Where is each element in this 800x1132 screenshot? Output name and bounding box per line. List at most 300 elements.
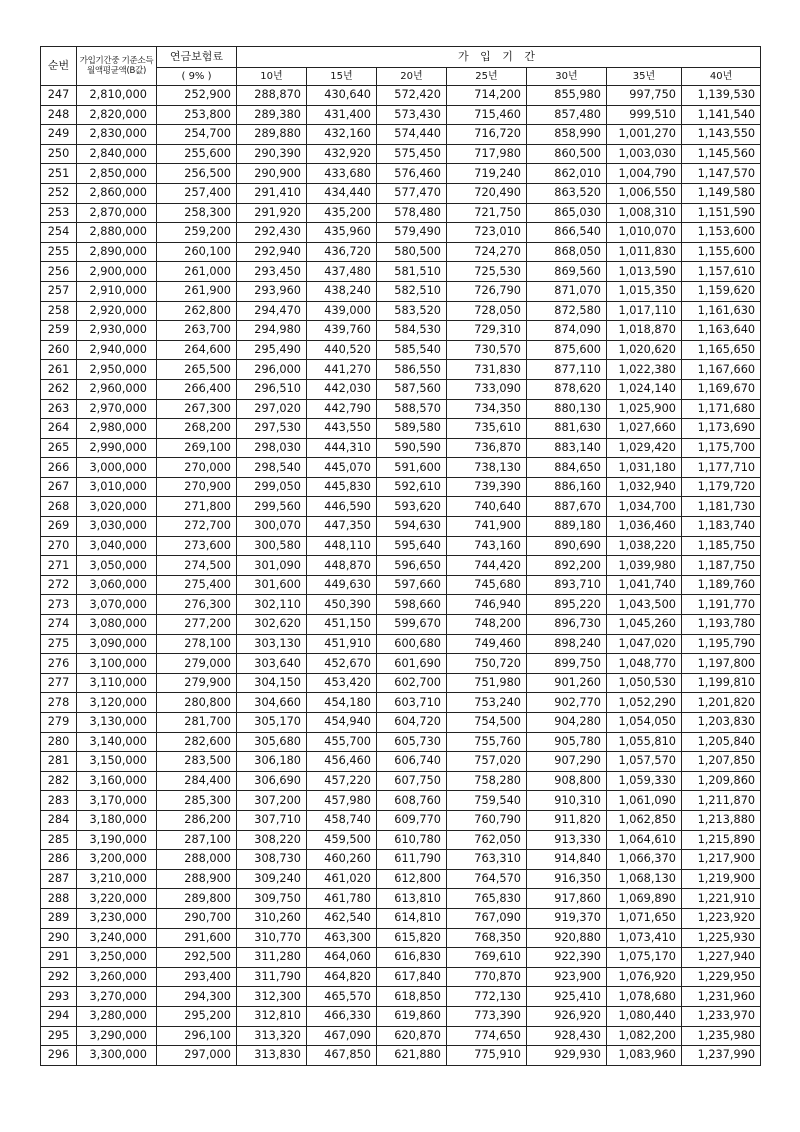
cell-35y: 1,024,140 (607, 379, 682, 399)
cell-35y: 1,061,090 (607, 791, 682, 811)
cell-25y: 728,050 (447, 301, 527, 321)
cell-premium: 284,400 (157, 771, 237, 791)
cell-25y: 734,350 (447, 399, 527, 419)
cell-no: 263 (41, 399, 77, 419)
cell-15y: 430,640 (307, 86, 377, 106)
cell-25y: 775,910 (447, 1046, 527, 1066)
table-row (41, 850, 761, 870)
cell-40y: 1,211,870 (682, 791, 761, 811)
cell-income: 3,070,000 (77, 595, 157, 615)
cell-15y: 451,150 (307, 615, 377, 635)
cell-20y: 609,770 (377, 810, 447, 830)
cell-10y: 294,470 (237, 301, 307, 321)
cell-15y: 451,910 (307, 634, 377, 654)
cell-15y: 460,260 (307, 850, 377, 870)
cell-35y: 1,055,810 (607, 732, 682, 752)
cell-premium: 255,600 (157, 144, 237, 164)
cell-income: 3,150,000 (77, 752, 157, 772)
cell-25y: 750,720 (447, 654, 527, 674)
pension-table-page (40, 46, 760, 1066)
cell-10y: 300,580 (237, 536, 307, 556)
cell-40y: 1,165,650 (682, 340, 761, 360)
cell-35y: 1,013,590 (607, 262, 682, 282)
cell-20y: 575,450 (377, 144, 447, 164)
table-row (41, 693, 761, 713)
cell-30y: 872,580 (527, 301, 607, 321)
cell-25y: 754,500 (447, 713, 527, 733)
cell-no: 250 (41, 144, 77, 164)
cell-20y: 589,580 (377, 419, 447, 439)
table-row (41, 477, 761, 497)
cell-premium: 253,800 (157, 105, 237, 125)
cell-premium: 291,600 (157, 928, 237, 948)
cell-15y: 461,020 (307, 869, 377, 889)
cell-25y: 716,720 (447, 125, 527, 145)
cell-income: 2,940,000 (77, 340, 157, 360)
cell-no: 252 (41, 183, 77, 203)
cell-premium: 258,300 (157, 203, 237, 223)
cell-premium: 268,200 (157, 419, 237, 439)
cell-35y: 1,048,770 (607, 654, 682, 674)
table-row (41, 615, 761, 635)
cell-40y: 1,235,980 (682, 1026, 761, 1046)
cell-30y: 884,650 (527, 458, 607, 478)
cell-20y: 594,630 (377, 517, 447, 537)
table-row (41, 713, 761, 733)
table-row (41, 869, 761, 889)
cell-30y: 857,480 (527, 105, 607, 125)
cell-35y: 1,027,660 (607, 419, 682, 439)
cell-income: 2,850,000 (77, 164, 157, 184)
cell-premium: 262,800 (157, 301, 237, 321)
cell-30y: 887,670 (527, 497, 607, 517)
table-row (41, 987, 761, 1007)
cell-30y: 925,410 (527, 987, 607, 1007)
cell-15y: 458,740 (307, 810, 377, 830)
cell-20y: 595,640 (377, 536, 447, 556)
cell-40y: 1,201,820 (682, 693, 761, 713)
cell-premium: 277,200 (157, 615, 237, 635)
cell-15y: 459,500 (307, 830, 377, 850)
cell-15y: 455,700 (307, 732, 377, 752)
cell-no: 253 (41, 203, 77, 223)
cell-income: 3,270,000 (77, 987, 157, 1007)
cell-premium: 263,700 (157, 321, 237, 341)
cell-10y: 312,810 (237, 1006, 307, 1026)
cell-10y: 299,560 (237, 497, 307, 517)
cell-35y: 1,050,530 (607, 673, 682, 693)
cell-30y: 907,290 (527, 752, 607, 772)
cell-30y: 881,630 (527, 419, 607, 439)
cell-15y: 432,160 (307, 125, 377, 145)
cell-premium: 288,900 (157, 869, 237, 889)
cell-30y: 905,780 (527, 732, 607, 752)
cell-income: 3,290,000 (77, 1026, 157, 1046)
cell-30y: 904,280 (527, 713, 607, 733)
cell-30y: 922,390 (527, 948, 607, 968)
cell-15y: 462,540 (307, 908, 377, 928)
cell-10y: 296,510 (237, 379, 307, 399)
cell-25y: 764,570 (447, 869, 527, 889)
cell-40y: 1,193,780 (682, 615, 761, 635)
cell-10y: 288,870 (237, 86, 307, 106)
cell-25y: 772,130 (447, 987, 527, 1007)
table-row (41, 340, 761, 360)
table-row (41, 575, 761, 595)
cell-10y: 297,020 (237, 399, 307, 419)
cell-15y: 464,060 (307, 948, 377, 968)
cell-income: 2,860,000 (77, 183, 157, 203)
cell-premium: 278,100 (157, 634, 237, 654)
cell-25y: 726,790 (447, 281, 527, 301)
cell-35y: 1,038,220 (607, 536, 682, 556)
cell-15y: 445,830 (307, 477, 377, 497)
cell-no: 271 (41, 556, 77, 576)
cell-10y: 303,130 (237, 634, 307, 654)
cell-20y: 576,460 (377, 164, 447, 184)
cell-10y: 297,530 (237, 419, 307, 439)
cell-premium: 276,300 (157, 595, 237, 615)
cell-40y: 1,149,580 (682, 183, 761, 203)
cell-no: 286 (41, 850, 77, 870)
cell-10y: 310,770 (237, 928, 307, 948)
cell-40y: 1,155,600 (682, 242, 761, 262)
cell-premium: 296,100 (157, 1026, 237, 1046)
table-row (41, 732, 761, 752)
cell-40y: 1,161,630 (682, 301, 761, 321)
cell-20y: 614,810 (377, 908, 447, 928)
cell-15y: 440,520 (307, 340, 377, 360)
cell-no: 293 (41, 987, 77, 1007)
cell-20y: 596,650 (377, 556, 447, 576)
cell-35y: 1,010,070 (607, 223, 682, 243)
cell-20y: 584,530 (377, 321, 447, 341)
cell-15y: 435,960 (307, 223, 377, 243)
cell-35y: 1,066,370 (607, 850, 682, 870)
cell-income: 2,970,000 (77, 399, 157, 419)
cell-premium: 279,000 (157, 654, 237, 674)
cell-no: 285 (41, 830, 77, 850)
cell-no: 257 (41, 281, 77, 301)
cell-25y: 714,200 (447, 86, 527, 106)
table-row (41, 497, 761, 517)
cell-35y: 1,047,020 (607, 634, 682, 654)
cell-25y: 724,270 (447, 242, 527, 262)
cell-25y: 717,980 (447, 144, 527, 164)
cell-30y: 920,880 (527, 928, 607, 948)
cell-20y: 572,420 (377, 86, 447, 106)
cell-premium: 290,700 (157, 908, 237, 928)
cell-income: 3,080,000 (77, 615, 157, 635)
cell-premium: 267,300 (157, 399, 237, 419)
cell-40y: 1,223,920 (682, 908, 761, 928)
cell-25y: 757,020 (447, 752, 527, 772)
cell-10y: 293,450 (237, 262, 307, 282)
cell-15y: 446,590 (307, 497, 377, 517)
cell-10y: 302,620 (237, 615, 307, 635)
cell-35y: 1,045,260 (607, 615, 682, 635)
cell-20y: 600,680 (377, 634, 447, 654)
cell-premium: 264,600 (157, 340, 237, 360)
cell-15y: 453,420 (307, 673, 377, 693)
cell-10y: 291,920 (237, 203, 307, 223)
cell-no: 274 (41, 615, 77, 635)
cell-no: 295 (41, 1026, 77, 1046)
cell-20y: 606,740 (377, 752, 447, 772)
table-row (41, 1046, 761, 1066)
table-row (41, 791, 761, 811)
cell-premium: 252,900 (157, 86, 237, 106)
cell-20y: 581,510 (377, 262, 447, 282)
cell-35y: 1,041,740 (607, 575, 682, 595)
cell-premium: 282,600 (157, 732, 237, 752)
cell-income: 3,200,000 (77, 850, 157, 870)
cell-income: 2,820,000 (77, 105, 157, 125)
cell-premium: 254,700 (157, 125, 237, 145)
cell-40y: 1,229,950 (682, 967, 761, 987)
cell-30y: 855,980 (527, 86, 607, 106)
cell-15y: 442,790 (307, 399, 377, 419)
cell-20y: 582,510 (377, 281, 447, 301)
cell-no: 282 (41, 771, 77, 791)
cell-10y: 301,600 (237, 575, 307, 595)
cell-40y: 1,175,700 (682, 438, 761, 458)
cell-30y: 919,370 (527, 908, 607, 928)
cell-35y: 999,510 (607, 105, 682, 125)
cell-30y: 886,160 (527, 477, 607, 497)
cell-income: 2,950,000 (77, 360, 157, 380)
cell-15y: 436,720 (307, 242, 377, 262)
cell-30y: 926,920 (527, 1006, 607, 1026)
cell-30y: 910,310 (527, 791, 607, 811)
cell-income: 3,140,000 (77, 732, 157, 752)
cell-25y: 762,050 (447, 830, 527, 850)
cell-20y: 578,480 (377, 203, 447, 223)
cell-40y: 1,181,730 (682, 497, 761, 517)
cell-10y: 308,730 (237, 850, 307, 870)
cell-10y: 298,540 (237, 458, 307, 478)
cell-35y: 1,004,790 (607, 164, 682, 184)
cell-30y: 858,990 (527, 125, 607, 145)
cell-10y: 300,070 (237, 517, 307, 537)
table-row (41, 164, 761, 184)
cell-20y: 585,540 (377, 340, 447, 360)
cell-25y: 748,200 (447, 615, 527, 635)
cell-35y: 1,073,410 (607, 928, 682, 948)
cell-40y: 1,205,840 (682, 732, 761, 752)
table-row (41, 948, 761, 968)
table-row (41, 595, 761, 615)
cell-no: 259 (41, 321, 77, 341)
cell-40y: 1,209,860 (682, 771, 761, 791)
cell-15y: 431,400 (307, 105, 377, 125)
cell-premium: 289,800 (157, 889, 237, 909)
cell-income: 3,090,000 (77, 634, 157, 654)
cell-25y: 763,310 (447, 850, 527, 870)
cell-25y: 773,390 (447, 1006, 527, 1026)
cell-30y: 877,110 (527, 360, 607, 380)
cell-20y: 616,830 (377, 948, 447, 968)
cell-25y: 770,870 (447, 967, 527, 987)
cell-10y: 294,980 (237, 321, 307, 341)
cell-premium: 280,800 (157, 693, 237, 713)
cell-20y: 619,860 (377, 1006, 447, 1026)
cell-15y: 454,180 (307, 693, 377, 713)
cell-25y: 733,090 (447, 379, 527, 399)
cell-income: 3,030,000 (77, 517, 157, 537)
cell-no: 277 (41, 673, 77, 693)
cell-no: 284 (41, 810, 77, 830)
cell-30y: 916,350 (527, 869, 607, 889)
cell-20y: 597,660 (377, 575, 447, 595)
cell-no: 294 (41, 1006, 77, 1026)
table-row (41, 399, 761, 419)
cell-10y: 290,390 (237, 144, 307, 164)
cell-20y: 599,670 (377, 615, 447, 635)
cell-40y: 1,215,890 (682, 830, 761, 850)
table-row (41, 771, 761, 791)
cell-30y: 896,730 (527, 615, 607, 635)
cell-40y: 1,185,750 (682, 536, 761, 556)
cell-income: 3,100,000 (77, 654, 157, 674)
cell-35y: 1,020,620 (607, 340, 682, 360)
cell-income: 3,040,000 (77, 536, 157, 556)
cell-10y: 306,690 (237, 771, 307, 791)
table-row (41, 536, 761, 556)
cell-40y: 1,189,760 (682, 575, 761, 595)
table-row (41, 360, 761, 380)
cell-30y: 860,500 (527, 144, 607, 164)
cell-25y: 765,830 (447, 889, 527, 909)
cell-15y: 466,330 (307, 1006, 377, 1026)
cell-no: 268 (41, 497, 77, 517)
cell-15y: 457,980 (307, 791, 377, 811)
cell-40y: 1,143,550 (682, 125, 761, 145)
cell-35y: 1,075,170 (607, 948, 682, 968)
cell-10y: 310,260 (237, 908, 307, 928)
cell-40y: 1,191,770 (682, 595, 761, 615)
cell-income: 2,880,000 (77, 223, 157, 243)
cell-25y: 735,610 (447, 419, 527, 439)
cell-no: 261 (41, 360, 77, 380)
cell-income: 3,020,000 (77, 497, 157, 517)
cell-20y: 611,790 (377, 850, 447, 870)
cell-40y: 1,147,570 (682, 164, 761, 184)
cell-25y: 725,530 (447, 262, 527, 282)
cell-30y: 902,770 (527, 693, 607, 713)
cell-premium: 295,200 (157, 1006, 237, 1026)
cell-10y: 313,320 (237, 1026, 307, 1046)
cell-35y: 1,008,310 (607, 203, 682, 223)
cell-25y: 745,680 (447, 575, 527, 595)
cell-40y: 1,139,530 (682, 86, 761, 106)
cell-40y: 1,167,660 (682, 360, 761, 380)
cell-no: 288 (41, 889, 77, 909)
header-year-10: 10년 (237, 68, 307, 86)
table-row (41, 144, 761, 164)
cell-40y: 1,227,940 (682, 948, 761, 968)
cell-35y: 1,003,030 (607, 144, 682, 164)
cell-no: 262 (41, 379, 77, 399)
cell-35y: 1,054,050 (607, 713, 682, 733)
cell-income: 2,870,000 (77, 203, 157, 223)
cell-income: 3,050,000 (77, 556, 157, 576)
cell-20y: 574,440 (377, 125, 447, 145)
cell-10y: 289,880 (237, 125, 307, 145)
cell-no: 247 (41, 86, 77, 106)
cell-35y: 1,059,330 (607, 771, 682, 791)
cell-10y: 301,090 (237, 556, 307, 576)
cell-10y: 311,280 (237, 948, 307, 968)
cell-10y: 311,790 (237, 967, 307, 987)
cell-premium: 281,700 (157, 713, 237, 733)
cell-10y: 292,430 (237, 223, 307, 243)
cell-premium: 270,900 (157, 477, 237, 497)
cell-premium: 271,800 (157, 497, 237, 517)
cell-15y: 450,390 (307, 595, 377, 615)
cell-income: 2,930,000 (77, 321, 157, 341)
cell-40y: 1,177,710 (682, 458, 761, 478)
cell-premium: 259,200 (157, 223, 237, 243)
cell-10y: 308,220 (237, 830, 307, 850)
cell-35y: 1,080,440 (607, 1006, 682, 1026)
cell-10y: 304,660 (237, 693, 307, 713)
cell-no: 291 (41, 948, 77, 968)
table-row (41, 830, 761, 850)
cell-20y: 590,590 (377, 438, 447, 458)
cell-30y: 911,820 (527, 810, 607, 830)
cell-premium: 275,400 (157, 575, 237, 595)
cell-25y: 720,490 (447, 183, 527, 203)
cell-income: 2,960,000 (77, 379, 157, 399)
cell-income: 3,110,000 (77, 673, 157, 693)
cell-35y: 1,022,380 (607, 360, 682, 380)
cell-35y: 1,078,680 (607, 987, 682, 1007)
table-row (41, 517, 761, 537)
table-row (41, 634, 761, 654)
cell-10y: 296,000 (237, 360, 307, 380)
cell-income: 2,900,000 (77, 262, 157, 282)
cell-30y: 865,030 (527, 203, 607, 223)
cell-10y: 298,030 (237, 438, 307, 458)
cell-40y: 1,171,680 (682, 399, 761, 419)
cell-10y: 309,240 (237, 869, 307, 889)
cell-35y: 1,017,110 (607, 301, 682, 321)
table-row (41, 810, 761, 830)
cell-no: 267 (41, 477, 77, 497)
cell-30y: 871,070 (527, 281, 607, 301)
cell-15y: 437,480 (307, 262, 377, 282)
cell-25y: 740,640 (447, 497, 527, 517)
cell-20y: 615,820 (377, 928, 447, 948)
cell-no: 258 (41, 301, 77, 321)
table-row (41, 1006, 761, 1026)
cell-30y: 869,560 (527, 262, 607, 282)
cell-15y: 444,310 (307, 438, 377, 458)
cell-income: 3,130,000 (77, 713, 157, 733)
cell-10y: 299,050 (237, 477, 307, 497)
table-row (41, 203, 761, 223)
cell-no: 249 (41, 125, 77, 145)
cell-30y: 928,430 (527, 1026, 607, 1046)
cell-no: 273 (41, 595, 77, 615)
cell-40y: 1,163,640 (682, 321, 761, 341)
cell-30y: 895,220 (527, 595, 607, 615)
table-row (41, 281, 761, 301)
cell-25y: 753,240 (447, 693, 527, 713)
cell-30y: 892,200 (527, 556, 607, 576)
cell-no: 289 (41, 908, 77, 928)
